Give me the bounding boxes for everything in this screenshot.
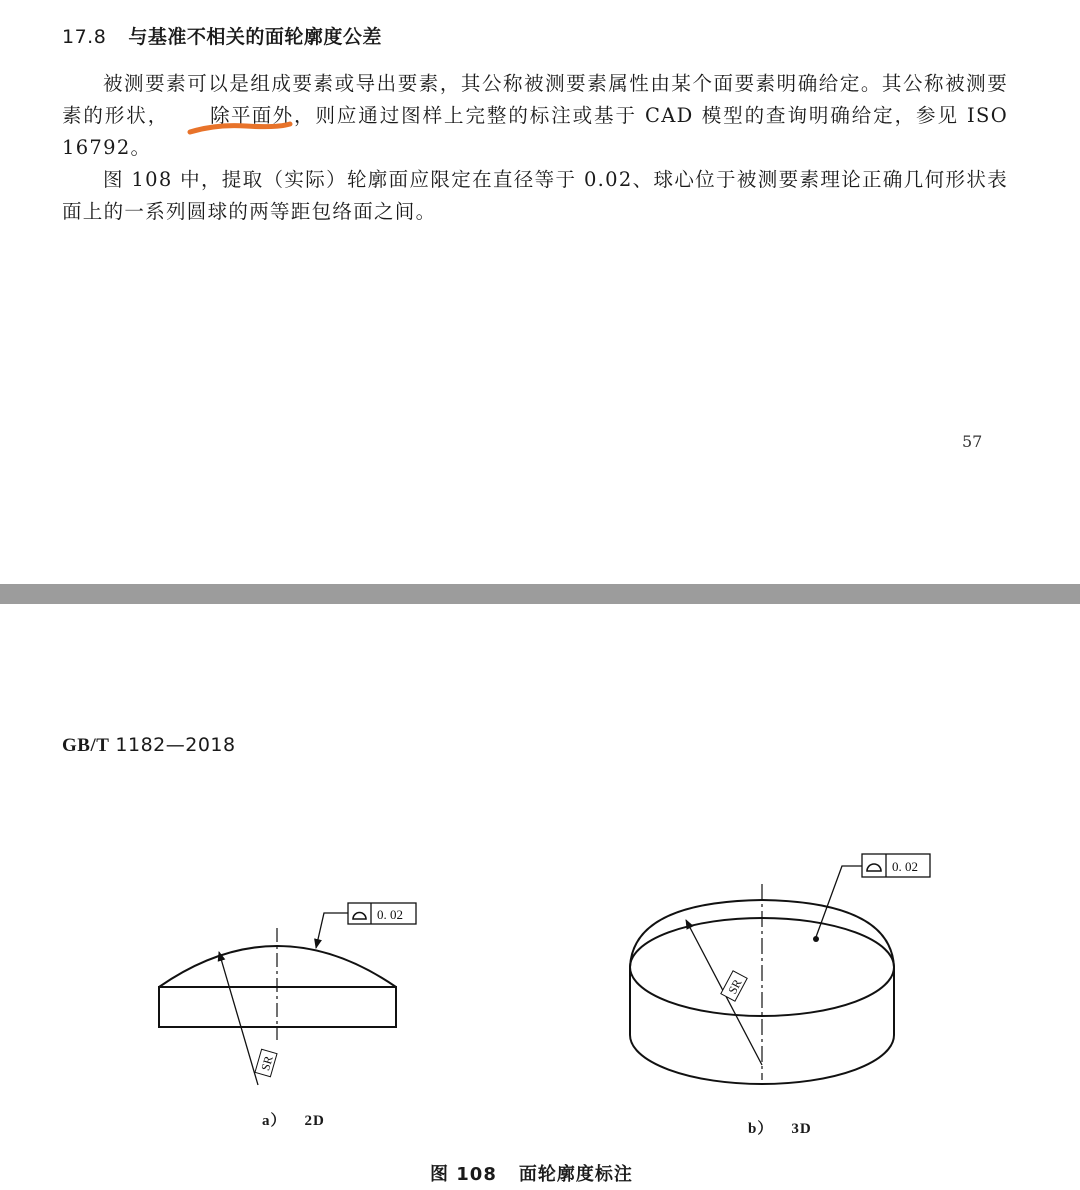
feature-control-frame-b	[862, 854, 930, 877]
page-divider	[0, 584, 1080, 604]
highlighted-text: 除平面外	[210, 104, 294, 127]
figure-number: 图 108	[430, 1164, 497, 1185]
leader-dot	[813, 936, 819, 942]
subfigure-caption-b	[748, 1117, 812, 1138]
feature-control-frame-a	[348, 903, 416, 924]
radius-label-a	[255, 1049, 277, 1076]
standard-code: GB/T	[62, 735, 110, 756]
subfigure-type-a: 2D	[304, 1113, 325, 1129]
standard-number: 1182—2018	[115, 734, 236, 756]
view-b-3d-drawing	[630, 866, 894, 1084]
radius-leader-line	[219, 952, 258, 1085]
paragraph-2: 图 108 中，提取（实际）轮廓面应限定在直径等于 0.02、球心位于被测要素理论正确几何形状表面上的一系列圆球的两等距包络面之间。	[62, 168, 1008, 223]
section-title: 与基准不相关的面轮廓度公差	[128, 26, 382, 48]
subfigure-label-a: a）	[262, 1113, 287, 1129]
paragraph-1	[62, 68, 1008, 164]
radius-label-b	[721, 971, 747, 1001]
page-number: 57	[962, 432, 983, 451]
section-heading	[62, 22, 382, 49]
view-a-2d-drawing	[159, 913, 396, 1085]
svg-text:SR: SR	[725, 976, 745, 997]
paragraph-1-text-after: ，则应通过图样上完整的标注或基于 CAD 模型的查询明确给定，参见 ISO 16792。	[62, 104, 1008, 159]
section-number: 17.8	[62, 26, 107, 48]
figure-caption	[430, 1160, 633, 1186]
subfigure-type-b: 3D	[791, 1121, 812, 1137]
tolerance-leader-line	[316, 913, 348, 948]
tolerance-value-b: 0. 02	[892, 859, 918, 874]
tolerance-value-a: 0. 02	[377, 907, 403, 922]
paragraph-1-text-before: 被测要素可以是组成要素或导出要素，其公称被测要素属性由某个面要素明确给定。其公称被测要素的形状，	[62, 72, 1008, 127]
subfigure-caption-a	[262, 1109, 325, 1130]
subfigure-label-b: b）	[748, 1121, 774, 1137]
figure-108	[0, 840, 1080, 1140]
svg-text:SR: SR	[258, 1054, 276, 1073]
figure-title: 面轮廓度标注	[518, 1164, 633, 1185]
standard-header	[62, 734, 236, 757]
